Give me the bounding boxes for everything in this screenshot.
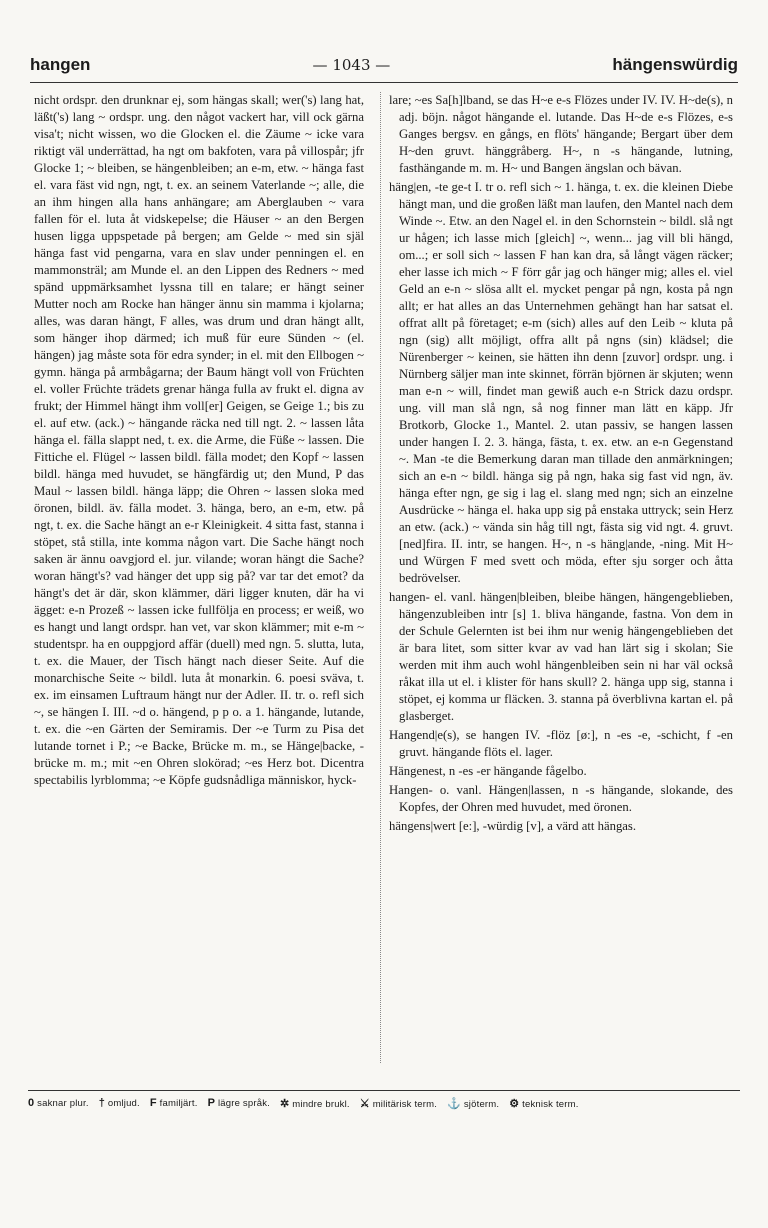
header-right-guideword: hängenswürdig bbox=[612, 55, 738, 74]
entry-haengenlassen: Hangen- o. vanl. Hängen|lassen, n -s hängande, slokande, des Kopfes, der Ohren med huvudet, med öronen. bbox=[389, 783, 733, 814]
page-number: — 1043 — bbox=[312, 56, 391, 74]
left-column bbox=[34, 92, 364, 1063]
right-column bbox=[380, 92, 733, 1063]
entry-hangen: häng|en, -te ge-t I. tr o. refl sich ~ 1. hänga, t. ex. die kleinen Diebe hängt man, und die großen läßt man laufen, den Mantel nach dem Winde ~. Etw. an den Nagel el. in den Schornstein ~ bildl. slå ngt ur hågen; ich lasse mich [gleich] ~, wenn... jag vill bli hängd, om...; er soll sich ~ lassen F han kan dra, så långt vägen räcker; eher lasse ich mich ~ F förr går jag och hänger mig; alles el. viel Geld an e-n ~ slösa allt el. mycket pengar på ngn, kosta på ngn allt; er hat alles an das Unternehmen gehängt han har satsat el. offrat allt på företaget; e-m (sich) alles auf den Leib ~ kluta på ngn (sig) allt möjligt, offra allt på ngns (sin) klädsel; die Nürenberger ~ keinen, sie hätten ihn denn [zuvor] ordspr. ung. i Nürnberg säljer man inte skinnet, förrän björnen är skjuten; wenn man e-n ~ will, findet man gewiß auch e-n Strick dazu ordspr. ung. vill man slå ngn, så nog finner man lätt en käpp. Jfr Brotkorb, Glocke 1., Mantel. 2. utan passiv, se hangen lassen under hangen I. 2. 3. hänga, fästa, t. ex. etw. an e-n Gegenstand ~. Man -te die Bemerkung daran man tillade den anmärkningen; sich an e-n ~ bildl. hänga sig på ngn, haka sig fast vid ngn, äv. hänga efter ngn, ge sig i lag el. slang med ngn; sich an einzelne Ausdrücke ~ hänga el. haka upp sig på enstaka uttryck; sein Herz an etw. (ack.) ~ vända sin håg till ngt, fästa sig vid ngt. 4. gruvt. [ned]fira. II. intr, se hangen. H~, n -s häng|ande, -ning. Mit H~ und Würgen F med svett och möda, efter sju sorger och åtta bedrövelser. bbox=[389, 180, 733, 585]
entry-text: lare; ~es Sa[h]lband, se das H~e e-s Flözes under IV. IV. H~de(s), n adj. böjn. något hängande el. lutande. Das H~de e-s Flözes, e-s Ganges bergsv. en gångs, en flöts' hängande; Bergart über dem H~den gruvt. hänggråberg. H~, n -s hängande, lutning, fasthängande m. m. H~ und Bangen ängslan och bävan. bbox=[389, 93, 733, 175]
legend-item: ✲ mindre brukl. bbox=[280, 1098, 350, 1110]
entry-text: nicht ordspr. den drunknar ej, som hängas skall; wer('s) lang hat, läßt('s) lang ~ ordspr. ung. den något vackert har, vill ock gärna visa't; nicht wissen, wo die Glocken el. die Zäume ~ icke vara riktigt väl underrättad, ha ngt om bakfoten, vara på villospår; jfr Glocke 1; ~ bleiben, se hängenbleiben; an e-m, etw. ~ hänga fast el. vara fäst vid ngn, ngt, t. ex. an seinem Vaterlande ~; alle, die an ihm hingen alla hans anhängare; am Aberglauben ~ vara fallen för el. luta åt vidskepelse; die Häuser ~ an den Bergen husen ligga uppspetade på bergen; am Gelde ~ med sin själ hänga fast vid pengarna, vara en slav under penningen el. en mammonsträl; am Munde el. an den Lippen des Redners ~ med spänd uppmärksamhet lyssna till en talare; er hängt seiner Mutter noch am Rocke han hänger ännu sin mamma i kjolarna; alles, was daran hängt, F alles, was drum und dran hängt allt, som hänger ihop därmed; ich muß für eure Sünden ~ (el. hängen) jag måste sota för edra synder; in el. mit den Ellbogen ~ gymn. hänga på armbågarna; der Baum hängt voll von Früchten el. voller Früchte trädets grenar hänga fulla av frukt el. digna av frukt; der Himmel hängt ihm voll[er] Geigen, se Geige 1.; bis zu el. auf etw. (ack.) ~ hängande räcka ned till ngt. 2. ~ lassen låta hänga el. fälla slappt ned, t. ex. die Arme, die Füße ~ lassen. Die Fittiche el. Flügel ~ lassen bildl. fälla modet; den Kopf ~ lassen bildl. hänga med huvudet, se hängfärdig ut; den Mund, P das Maul ~ lassen bildl. hänga läpp; die Ohren ~ lassen sloka med öronen, bildl. äv. fälla modet. 3. hänga, bero, an e-m, etw. på ngt, t. ex. die Sache hängt an e-r Kleinigkeit. 4 sitta fast, stanna i stöpet, stå stilla, inte komma någon vart. Die Sache hängt noch saken är ännu oavgjord el. jur. vilande; woran hängt die Sache? woran hängt's? vad hänger det upp sig på? var tar det emot? da hängt's det är där, skon klämmer, däri ligger knuten, där ha vi ägget: e-n Prozeß ~ lassen icke fullfölja en process; er weiß, wo es hangt und langt ordspr. han vet, var skon klämmer; mit e-m ~ studentspr. ha en ouppgjord affär (duell) med ngn. 5. slutta, luta, t. ex. die Mauer, der Tisch hängt nach dieser Seite. Auf die monarchische Seite ~ bildl. luta åt monarkin. 6. poesi sväva, t. ex. im einsamen Luftraum hängt nur der Adler. II. tr. o. refl sich ~, se hängen I. III. ~d o. hängend, p p o. a 1. hängande, lutande, t. ex. die ~en Gärten der Semiramis. Der ~e Turm zu Pisa det lutande tornet i P.; ~e Backe, Brücke m. m., se Hänge|backe, -brücke m. m.; mit ~en Ohren slokörad; ~es Herz bot. Dicentra spectabilis lyrblomma; ~e Köpfe gudsnådliga människor, hyck- bbox=[34, 93, 364, 787]
legend-item: † omljud. bbox=[98, 1097, 140, 1109]
entry-hangenbleiben: hangen- el. vanl. hängen|bleiben, bleibe hängen, hängengeblieben, hängenzubleiben intr [s] 1. bliva hängande, fastna. Von dem in der Schule Gelernten ist bei ihm nur wenig hängengeblieben det är bara litet, som sitter kvar av vad han lärt sig i skolan; Sie werden mit ihm auch wohl hängenbleiben sein ni har väl också råkat illa ut el. i klister för hans skull? 2. hänga upp sig, stanna i stöpet, ej komma ur fläcken. 3. stanna på överblivna kartan el. på glasberget. bbox=[389, 590, 733, 723]
legend-item: ⚙ teknisk term. bbox=[509, 1098, 579, 1110]
entry-haengenest: Hängenest, n -es -er hängande fågelbo. bbox=[389, 764, 587, 778]
abbreviation-legend bbox=[28, 1090, 740, 1110]
entry-hangendes: Hangend|e(s), se hangen IV. -flöz [ø:], n -es -e, -schicht, f -en gruvt. hängande flöts el. lager. bbox=[389, 728, 733, 759]
entry-haengenswert: hängens|wert [e:], -würdig [v], a värd att hängas. bbox=[389, 819, 637, 833]
page-header bbox=[30, 48, 738, 83]
legend-item: F familjärt. bbox=[149, 1097, 198, 1109]
legend-item: ⚓ sjöterm. bbox=[447, 1098, 500, 1110]
legend-item: P lägre språk. bbox=[207, 1097, 270, 1109]
legend-item: ⚔ militärisk term. bbox=[359, 1098, 438, 1110]
legend-item: 0 saknar plur. bbox=[28, 1097, 89, 1109]
header-left-guideword: hangen bbox=[30, 55, 91, 74]
